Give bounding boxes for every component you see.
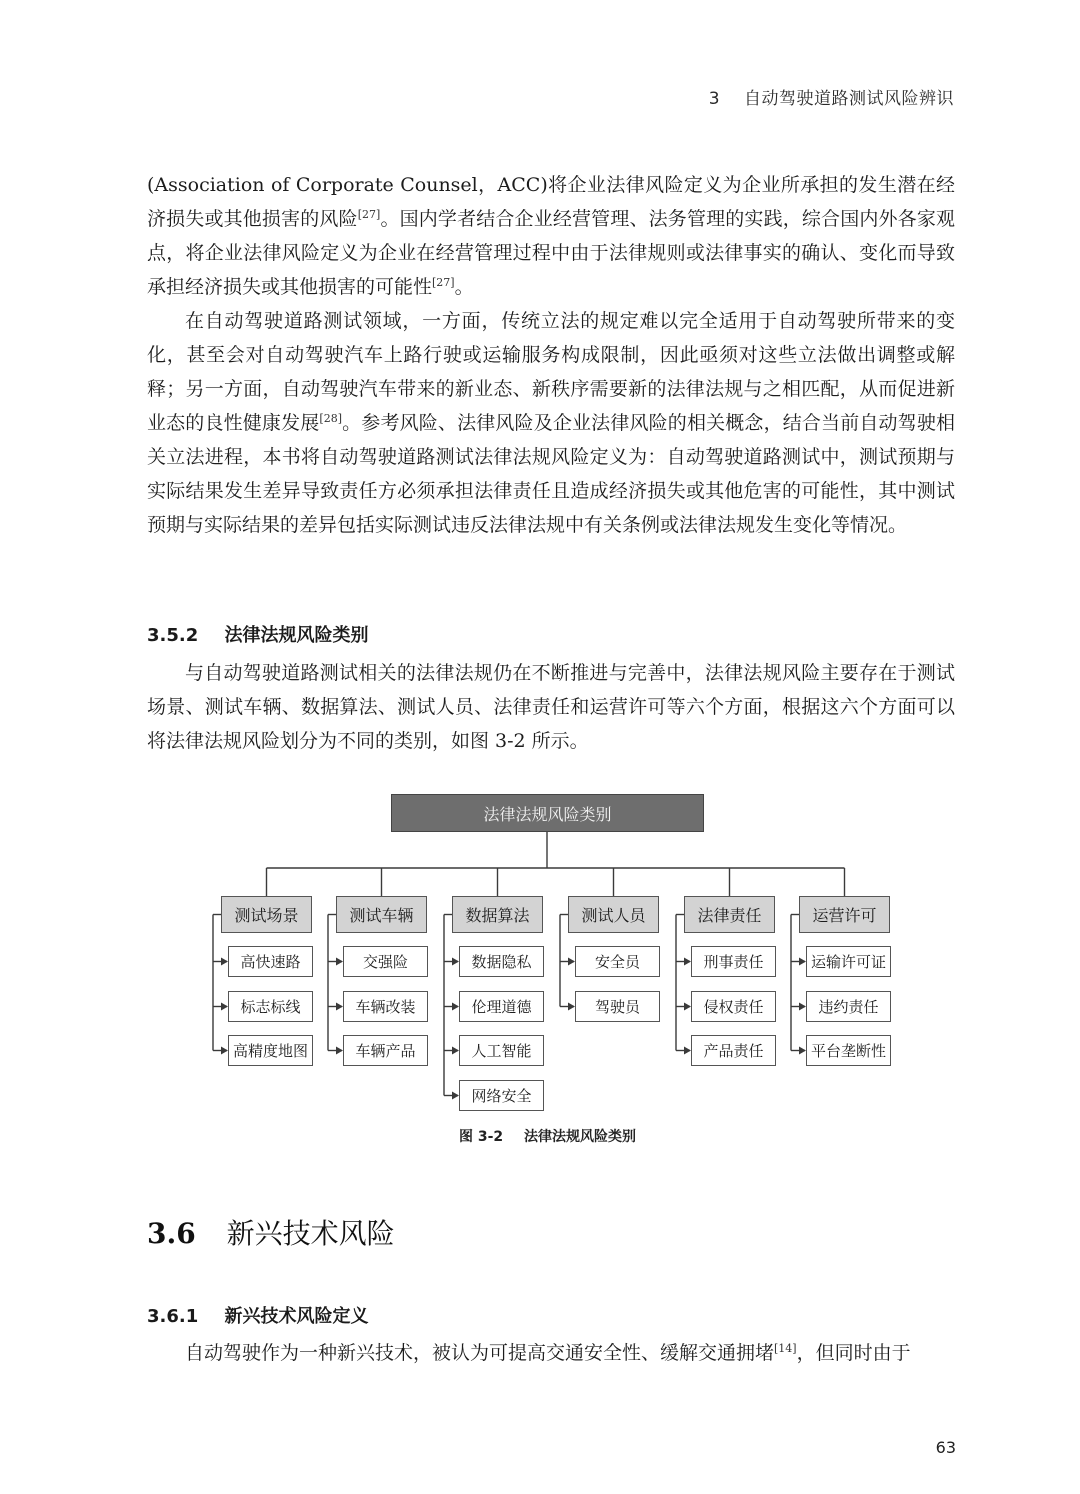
category-item-box: 车辆改装: [343, 991, 428, 1022]
item-branch-arrow: [452, 958, 459, 966]
paragraph-3-text: 自动驾驶作为一种新兴技术，被认为可提高交通安全性、缓解交通拥堵: [185, 1342, 775, 1364]
figure-caption: [0, 1126, 1080, 1146]
item-branch-arrow: [684, 1047, 691, 1055]
chapter-title: 自动驾驶道路测试风险辨识: [744, 89, 954, 109]
item-branch-arrow: [221, 958, 228, 966]
page-number: 63: [935, 1438, 956, 1457]
item-branch-arrow: [684, 958, 691, 966]
paragraph-2-text: 。参考风险、法律风险及企业法律风险的相关概念，结合当前自动驾驶相关立法进程，本书将自动驾驶道路测试法律法规风险定义为：自动驾驶道路测试中，测试预期与实际结果发生差异导致责任方必须承担法律责任且造成经济损失或其他危害的可能性，其中测试预期与实际结果的差异包括实际测试违反法律法规中有关条例或法律法规发生变化等情况。: [147, 412, 955, 536]
paragraph-risk-categories: 与自动驾驶道路测试相关的法律法规仍在不断推进与完善中，法律法规风险主要存在于测试场景、测试车辆、数据算法、测试人员、法律责任和运营许可等六个方面，根据这六个方面可以将法律法规风险划分为不同的类别，如图 3-2 所示。: [147, 662, 955, 752]
citation-marker: [27]: [357, 208, 381, 221]
subsection-heading-3-6-1: [147, 1302, 369, 1328]
category-item-box: 违约责任: [806, 991, 891, 1022]
item-branch-arrow: [684, 1003, 691, 1011]
section-title: 新兴技术风险: [226, 1217, 395, 1250]
paragraph-1-text: (Association of Corporate Counsel，ACC)将企业法律风险定义为企业所承担的发生潜在经济损失或其他损害的风险: [147, 174, 955, 230]
category-box: 测试场景: [221, 896, 312, 933]
citation-marker: [28]: [319, 412, 342, 425]
category-item-box: 伦理道德: [459, 991, 544, 1022]
category-item-box: 安全员: [575, 946, 660, 977]
body-text-block-1: [147, 168, 955, 542]
subsection-number: 3.5.2: [147, 625, 199, 646]
subsection-heading-3-5-2: [147, 621, 369, 647]
section-number: 3.6: [147, 1217, 196, 1250]
category-box: 运营许可: [799, 896, 890, 933]
category-item-box: 侵权责任: [691, 991, 776, 1022]
item-branch-arrow: [452, 1092, 459, 1100]
item-branch-arrow: [568, 958, 575, 966]
item-branch-arrow: [799, 958, 806, 966]
item-branch-arrow: [336, 1003, 343, 1011]
category-item-box: 刑事责任: [691, 946, 776, 977]
item-branch-arrow: [568, 1003, 575, 1011]
section-heading-3-6: [147, 1212, 395, 1252]
paragraph-3-text: ，但同时由于: [796, 1342, 911, 1364]
diagram-root-box: 法律法规风险类别: [391, 794, 704, 832]
item-branch-arrow: [799, 1047, 806, 1055]
item-branch-arrow: [221, 1003, 228, 1011]
category-item-box: 数据隐私: [459, 946, 544, 977]
category-box: 测试人员: [568, 896, 659, 933]
paragraph-1-text: 。: [454, 276, 474, 298]
category-item-box: 运输许可证: [806, 946, 891, 977]
category-item-box: 交强险: [343, 946, 428, 977]
citation-marker: [14]: [774, 1342, 797, 1355]
category-item-box: 产品责任: [691, 1035, 776, 1066]
paragraph-1-text: 。国内学者结合企业经营管理、法务管理的实践，综合国内外各家观点，将企业法律风险定义为企业在经营管理过程中由于法律规则或法律事实的确认、变化而导致承担经济损失或其他损害的可能性: [147, 208, 955, 298]
category-item-box: 人工智能: [459, 1035, 544, 1066]
category-box: 法律责任: [684, 896, 775, 933]
category-item-box: 网络安全: [459, 1080, 544, 1111]
figure-caption-title: 法律法规风险类别: [524, 1129, 637, 1145]
item-branch-arrow: [799, 1003, 806, 1011]
category-box: 测试车辆: [336, 896, 427, 933]
item-branch-arrow: [452, 1003, 459, 1011]
category-item-box: 驾驶员: [575, 991, 660, 1022]
category-item-box: 高精度地图: [228, 1035, 313, 1066]
category-item-box: 车辆产品: [343, 1035, 428, 1066]
paragraph-acc-definition: [147, 168, 955, 304]
figure-caption-number: 图 3-2: [458, 1129, 504, 1145]
body-text-block-3: [147, 1336, 955, 1370]
category-item-box: 高快速路: [228, 946, 313, 977]
paragraph-2-text: 在自动驾驶道路测试领域，一方面，传统立法的规定难以完全适用于自动驾驶所带来的变化，甚至会对自动驾驶汽车上路行驶或运输服务构成限制，因此亟须对这些立法做出调整或解释；另一方面，自动驾驶汽车带来的新业态、新秩序需要新的法律法规与之相匹配，从而促进新业态的良性健康发展: [147, 310, 955, 434]
category-item-box: 平台垄断性: [806, 1035, 891, 1066]
subsection-number: 3.6.1: [147, 1306, 199, 1327]
item-branch-arrow: [336, 958, 343, 966]
category-box: 数据算法: [452, 896, 543, 933]
item-branch-arrow: [336, 1047, 343, 1055]
item-branch-arrow: [221, 1047, 228, 1055]
body-text-block-2: [147, 656, 955, 758]
paragraph-emerging-tech: [147, 1336, 955, 1370]
paragraph-autonomous-testing-law: [147, 304, 955, 542]
chapter-number: 3: [708, 89, 721, 109]
item-branch-arrow: [452, 1047, 459, 1055]
subsection-title: 新兴技术风险定义: [224, 1306, 369, 1327]
citation-marker: [27]: [432, 276, 455, 289]
subsection-title: 法律法规风险类别: [224, 625, 369, 646]
running-header: [709, 84, 954, 109]
category-item-box: 标志标线: [228, 991, 313, 1022]
